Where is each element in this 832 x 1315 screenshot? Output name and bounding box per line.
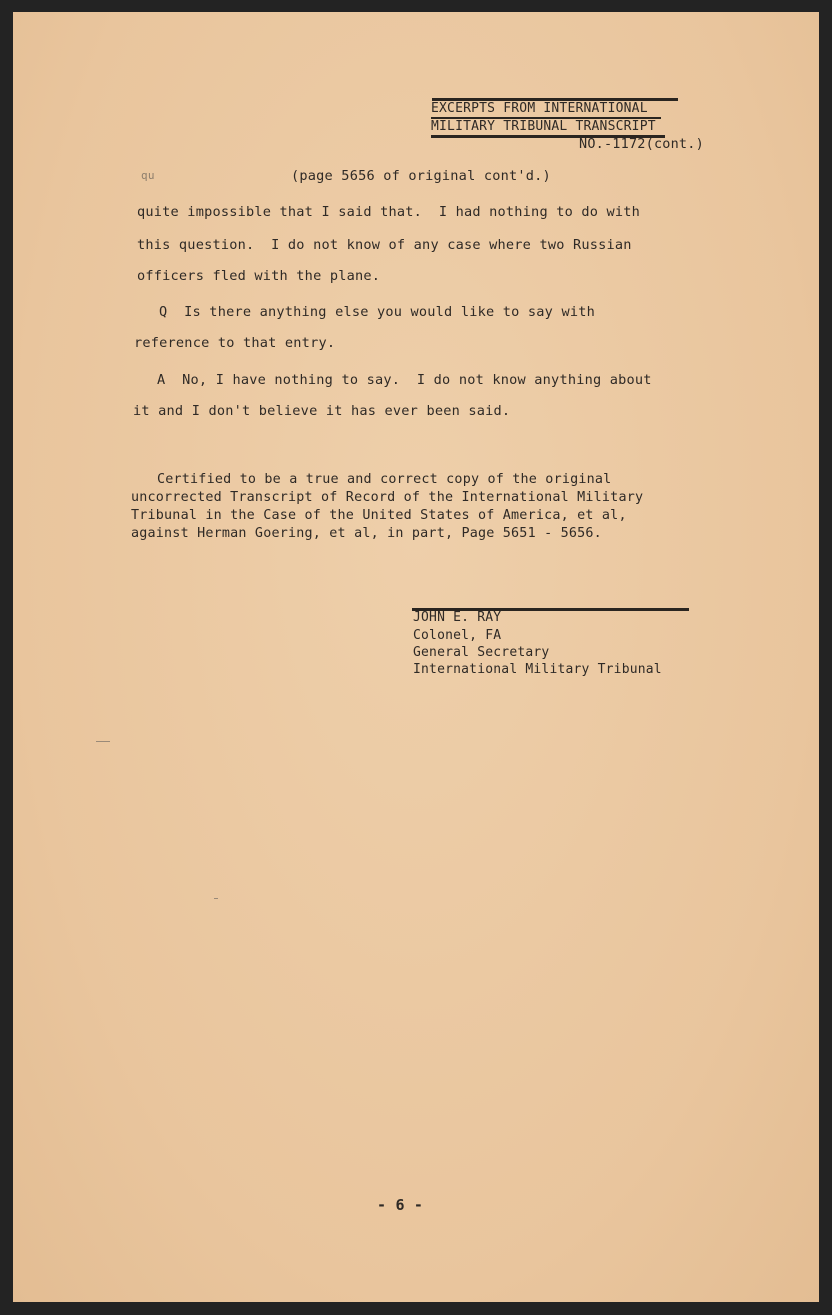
paper-mark — [214, 898, 218, 899]
body-line: this question. I do not know of any case where two Russian — [137, 237, 632, 253]
signature-organization: International Military Tribunal — [413, 662, 662, 677]
continuation-note: (page 5656 of original cont'd.) — [291, 168, 551, 184]
signature-rank: Colonel, FA — [413, 628, 502, 643]
header-document-number: NO.-1172(cont.) — [579, 136, 704, 152]
paper-mark — [96, 741, 110, 742]
certification-line: Tribunal in the Case of the United States of America, et al, — [131, 508, 627, 523]
body-line: officers fled with the plane. — [137, 268, 381, 284]
header-line-1: EXCERPTS FROM INTERNATIONAL — [431, 101, 648, 116]
body-answer: A No, I have nothing to say. I do not know anything about — [157, 372, 652, 388]
certification-line: uncorrected Transcript of Record of the International Military — [131, 490, 644, 505]
signature-name: JOHN E. RAY — [413, 610, 502, 625]
signature-title: General Secretary — [413, 645, 550, 660]
certification-line: against Herman Goering, et al, in part, Page 5651 - 5656. — [131, 526, 602, 541]
body-question: Q Is there anything else you would like to say with — [159, 304, 595, 320]
page-number: - 6 - — [377, 1196, 424, 1214]
certification-line: Certified to be a true and correct copy of the original — [157, 472, 612, 487]
body-line: it and I don't believe it has ever been said. — [133, 403, 511, 419]
body-line: quite impossible that I said that. I had nothing to do with — [137, 204, 641, 220]
document-page — [13, 12, 819, 1302]
header-line-2: MILITARY TRIBUNAL TRANSCRIPT — [431, 119, 656, 134]
body-line: reference to that entry. — [134, 335, 336, 351]
stray-typed-mark: qu — [141, 169, 155, 182]
